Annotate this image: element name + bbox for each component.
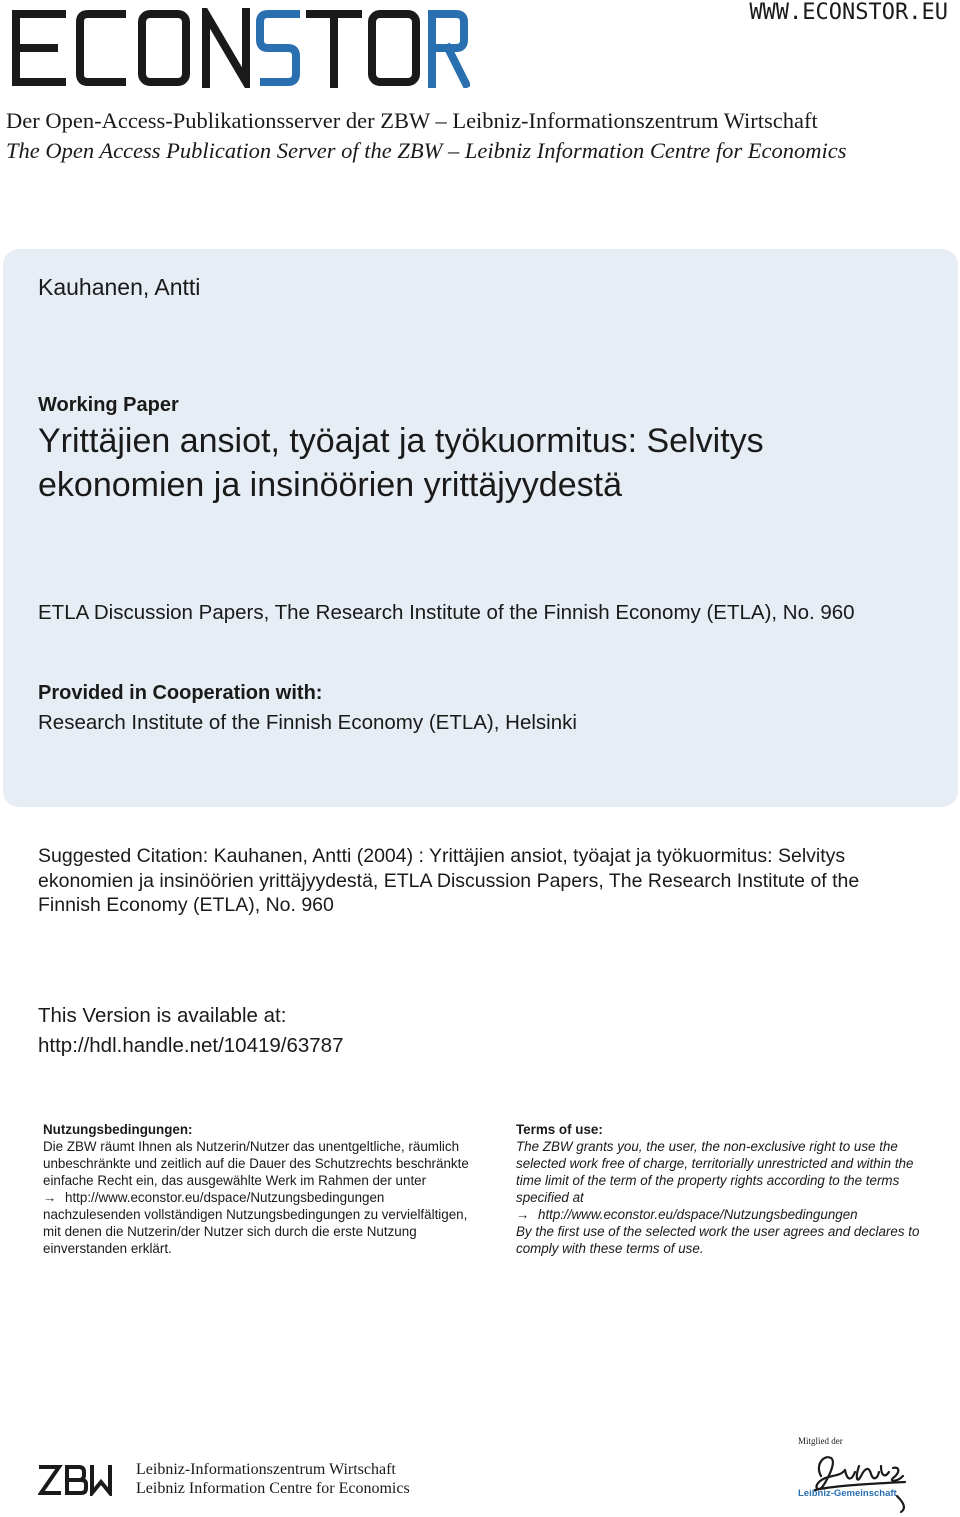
title-line-1: Yrittäjien ansiot, työajat ja työkuormitus: Selvitys bbox=[38, 422, 764, 460]
terms-english-heading: Terms of use: bbox=[516, 1122, 603, 1137]
arrow-right-icon: → bbox=[43, 1190, 57, 1205]
terms-german bbox=[43, 1121, 483, 1257]
handle-link[interactable]: http://hdl.handle.net/10419/63787 bbox=[38, 1034, 344, 1057]
leibniz-signature-logo bbox=[793, 1436, 918, 1514]
arrow-right-icon: → bbox=[516, 1207, 530, 1222]
series-info: ETLA Discussion Papers, The Research Institute of the Finnish Economy (ETLA), No. 960 bbox=[38, 601, 855, 624]
document-type: Working Paper bbox=[38, 394, 179, 416]
zbw-name-english: Leibniz Information Centre for Economics bbox=[136, 1480, 410, 1497]
tagline-german: Der Open-Access-Publikationsserver der ZBW – Leibniz-Informationszentrum Wirtschaft bbox=[6, 108, 818, 133]
zbw-logo bbox=[38, 1464, 114, 1496]
econstor-logo bbox=[10, 8, 470, 88]
site-url[interactable]: WWW.ECONSTOR.EU bbox=[749, 0, 948, 25]
terms-german-text-1: Die ZBW räumt Ihnen als Nutzerin/Nutzer das unentgeltliche, räumlich unbeschränkte und zeitlich auf die Dauer des Schutzrechts beschränkte einfache Recht ein, das ausgewählte Werk im Rahmen der unter bbox=[43, 1139, 469, 1188]
terms-german-text-2: nachzulesenden vollständigen Nutzungsbedingungen zu vervielfältigen, mit denen die Nutzerin/der Nutzer sich durch die erste Nutzung einverstanden erklärt. bbox=[43, 1207, 468, 1256]
title-line-2: ekonomien ja insinöörien yrittäjyydestä bbox=[38, 466, 622, 504]
provided-label: Provided in Cooperation with: bbox=[38, 682, 323, 704]
terms-english-link-line bbox=[516, 1206, 936, 1223]
author: Kauhanen, Antti bbox=[38, 274, 201, 300]
terms-english-text-2: By the first use of the selected work the user agrees and declares to comply with these terms of use. bbox=[516, 1224, 920, 1256]
tagline-english: The Open Access Publication Server of the ZBW – Leibniz Information Centre for Economics bbox=[6, 138, 847, 163]
terms-german-link[interactable]: http://www.econstor.eu/dspace/Nutzungsbedingungen bbox=[65, 1190, 385, 1205]
availability-label: This Version is available at: bbox=[38, 1004, 287, 1027]
leibniz-org-name: Leibniz-Gemeinschaft bbox=[798, 1488, 897, 1499]
terms-english bbox=[516, 1121, 936, 1257]
terms-english-link[interactable]: http://www.econstor.eu/dspace/Nutzungsbedingungen bbox=[538, 1207, 858, 1222]
terms-english-text-1: The ZBW grants you, the user, the non-exclusive right to use the selected work free of charge, territorially unrestricted and within the time limit of the term of the property rights according to the terms specified at bbox=[516, 1139, 914, 1205]
suggested-citation: Suggested Citation: Kauhanen, Antti (2004) : Yrittäjien ansiot, työajat ja työkuormitus: Selvitys ekonomien ja insinöörien yrittäjyydestä, ETLA Discussion Papers, The Research Institute of the Finnish Economy (ETLA), No. 960 bbox=[38, 845, 860, 916]
leibniz-member-label: Mitglied der bbox=[798, 1436, 843, 1446]
terms-german-link-line bbox=[43, 1189, 483, 1206]
provided-value: Research Institute of the Finnish Economy (ETLA), Helsinki bbox=[38, 711, 577, 734]
terms-german-heading: Nutzungsbedingungen: bbox=[43, 1122, 193, 1137]
zbw-name-german: Leibniz-Informationszentrum Wirtschaft bbox=[136, 1461, 396, 1478]
